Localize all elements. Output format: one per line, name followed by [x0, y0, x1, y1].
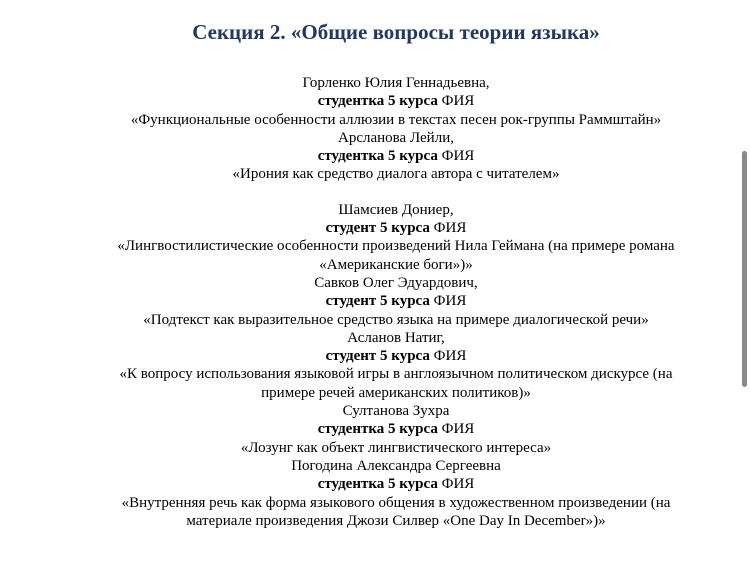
talk-topic: «К вопросу использования языковой игры в англоязычном политическом дискурсе (на примере речей американских политиков)» — [119, 366, 673, 401]
speaker-role: студентка 5 курса — [317, 93, 438, 110]
speaker-role: студент 5 курса — [325, 293, 430, 310]
speaker-name: Асланов Натиг, — [347, 329, 445, 346]
speaker-name: Шамсиев Дониер, — [338, 201, 454, 218]
speaker-role: студентка 5 курса — [317, 421, 438, 438]
speaker-affiliation — [100, 92, 692, 110]
talk-topic: «Подтекст как выразительное средство языка на примере диалогической речи» — [143, 311, 649, 328]
speaker-role: студент 5 курса — [325, 220, 430, 237]
speaker-faculty: ФИЯ — [433, 220, 467, 237]
speaker-entry — [100, 74, 692, 129]
speaker-entry — [100, 201, 692, 274]
speaker-name: Султанова Зухра — [342, 403, 450, 420]
speaker-role: студентка 5 курса — [317, 476, 438, 493]
speaker-name: Савков Олег Эдуардович, — [314, 274, 478, 291]
speaker-faculty: ФИЯ — [433, 348, 467, 365]
speaker-entry — [100, 274, 692, 329]
speaker-name: Горленко Юлия Геннадьевна, — [302, 75, 490, 91]
vertical-scrollbar[interactable] — [742, 151, 747, 387]
talk-topic: «Функциональные особенности аллюзии в текстах песен рок-группы Раммштайн» — [130, 111, 662, 128]
section-title: Секция 2. «Общие вопросы теории языка» — [192, 20, 600, 44]
talk-topic: «Лингвостилистические особенности произведений Нила Геймана (на примере романа «Американские боги»)» — [117, 238, 675, 273]
speaker-list — [100, 74, 692, 530]
speaker-faculty: ФИЯ — [441, 148, 475, 165]
speaker-faculty: ФИЯ — [441, 93, 475, 110]
speaker-entry — [100, 402, 692, 457]
talk-topic: «Ирония как средство диалога автора с читателем» — [232, 166, 560, 183]
speaker-faculty: ФИЯ — [441, 421, 475, 438]
talk-topic: «Лозунг как объект лингвистического интереса» — [240, 439, 552, 456]
speaker-affiliation — [100, 219, 692, 237]
speaker-entry — [100, 129, 692, 184]
speaker-entry — [100, 329, 692, 402]
talk-topic: «Внутренняя речь как форма языкового общения в художественном произведении (на материале произведения Джози Силвер «One Day In December»)» — [121, 494, 671, 529]
speaker-name: Погодина Александра Сергеевна — [291, 457, 501, 474]
speaker-role: студент 5 курса — [325, 348, 430, 365]
speaker-affiliation — [100, 475, 692, 493]
speaker-role: студентка 5 курса — [317, 148, 438, 165]
speaker-name: Арсланова Лейли, — [338, 129, 454, 146]
speaker-faculty: ФИЯ — [433, 293, 467, 310]
speaker-affiliation — [100, 420, 692, 438]
speaker-affiliation — [100, 292, 692, 310]
speaker-affiliation — [100, 147, 692, 165]
speaker-entry — [100, 457, 692, 530]
speaker-faculty: ФИЯ — [441, 476, 475, 493]
speaker-affiliation — [100, 347, 692, 365]
